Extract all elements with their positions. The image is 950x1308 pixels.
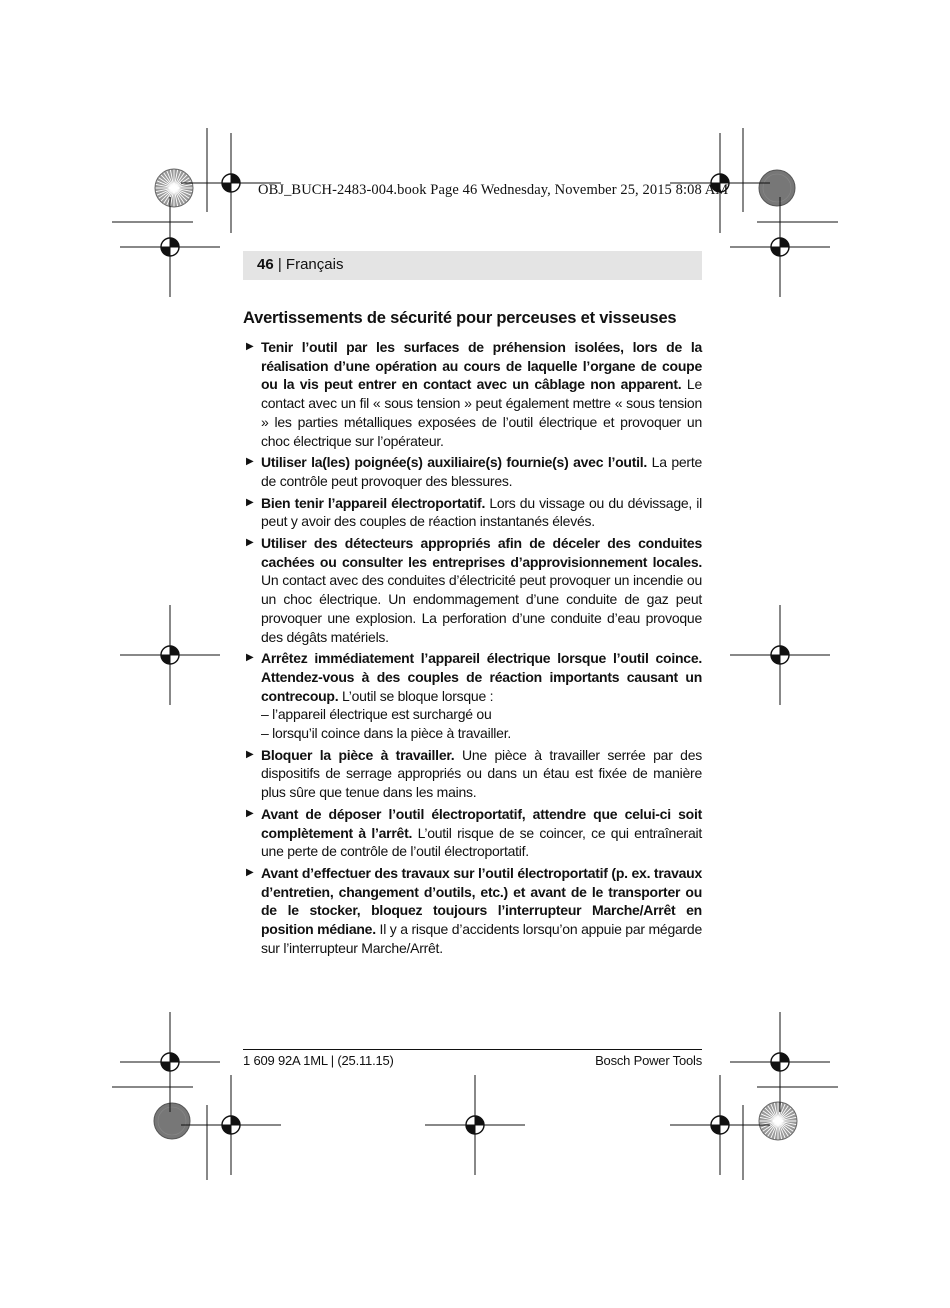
triangle-bullet-icon: ▶ (246, 456, 254, 468)
warning-text: Une pièce à travailler serrée par des dispositifs de serrage appropriés ou dans un étau est fixée de manière plus sûre que tenue dans les mains. (261, 746, 702, 801)
header-language: Français (285, 256, 344, 273)
triangle-bullet-icon: ▶ (246, 496, 254, 508)
warning-item (243, 805, 702, 861)
warning-bold: Bloquer la pièce à travailler. (261, 746, 455, 763)
warning-text: Le contact avec un fil « sous tension » peut également mettre « sous tension » les parties métalliques exposées de l’outil électrique et provoquer un choc électrique sur l’opérateur. (261, 376, 702, 449)
warning-item (243, 649, 702, 743)
triangle-bullet-icon: ▶ (246, 807, 254, 819)
warning-sub-line: – lorsqu’il coince dans la pièce à travailler. (261, 725, 511, 742)
warning-item (243, 453, 702, 490)
triangle-bullet-icon: ▶ (246, 748, 254, 760)
triangle-bullet-icon: ▶ (246, 341, 254, 352)
warning-text: L’outil risque de se coincer, ce qui entraînerait une perte de contrôle de l’outil électroportatif. (261, 824, 703, 860)
warning-bold: Avant d’effectuer des travaux sur l’outil électroportatif (p. ex. travaux d’entretien, changement d’outils, etc.) et avant de le transporter ou de le stocker, bloquez toujours l’interrupteur Marche/Arrêt en position médiane. (261, 864, 702, 938)
warning-text: Lors du vissage ou du dévissage, il peut y avoir des couples de réaction instantanés élevés. (261, 494, 702, 530)
warning-item (243, 494, 702, 531)
file-slug: OBJ_BUCH-2483-004.book Page 46 Wednesday, November 25, 2015 8:08 AM (258, 182, 729, 198)
warning-sub-line: – l’appareil électrique est surchargé ou (261, 706, 492, 723)
warning-bold: Arrêtez immédiatement l’appareil électrique lorsque l’outil coince. Attendez-vous à des couples de réaction importants causant un contrecoup. (261, 650, 702, 704)
warning-bold: Utiliser la(les) poignée(s) auxiliaire(s) fournie(s) avec l’outil. (261, 454, 648, 471)
warning-bold: Tenir l’outil par les surfaces de préhension isolées, lors de la réalisation d’une opération au cours de laquelle l’organe de coupe ou la vis peut entrer en contact avec un câblage non apparent. (261, 339, 702, 393)
warning-item (243, 864, 702, 958)
warning-text: Il y a risque d’accidents lorsqu’on appuie par mégarde sur l’interrupteur Marche/Arrêt. (261, 921, 703, 956)
footer-rule (243, 1049, 702, 1050)
warnings-list (243, 338, 702, 958)
page-number: 46 (257, 256, 274, 273)
page-header-text (257, 256, 343, 273)
warning-bold: Bien tenir l’appareil électroportatif. (261, 494, 486, 511)
section-title: Avertissements de sécurité pour perceuses et visseuses (243, 309, 677, 327)
footer-doc-id: 1 609 92A 1ML | (25.11.15) (243, 1053, 394, 1068)
warning-bold: Avant de déposer l’outil électroportatif, attendre que celui-ci soit complètement à l’arrêt. (261, 805, 702, 841)
warning-text: Un contact avec des conduites d’électricité peut provoquer un incendie ou un choc électrique. Un endommagement d’une conduite de gaz peut provoquer une explosion. La perforation d’une conduite d’eau provoque des dégâts matériels. (261, 572, 702, 645)
warning-text: La perte de contrôle peut provoquer des blessures. (261, 454, 703, 489)
triangle-bullet-icon: ▶ (246, 652, 254, 664)
warning-item (243, 338, 702, 450)
triangle-bullet-icon: ▶ (246, 866, 254, 878)
warning-text: L’outil se bloque lorsque : (338, 687, 494, 704)
page-header (243, 251, 702, 280)
warning-bold: Utiliser des détecteurs appropriés afin de déceler des conduites cachées ou consulter les entreprises d’approvisionnement locales. (261, 535, 702, 570)
footer-brand: Bosch Power Tools (595, 1053, 702, 1068)
triangle-bullet-icon: ▶ (246, 537, 254, 549)
header-separator: | (273, 256, 286, 273)
warning-item (243, 746, 702, 802)
warning-item (243, 534, 702, 646)
main-content (243, 307, 702, 961)
